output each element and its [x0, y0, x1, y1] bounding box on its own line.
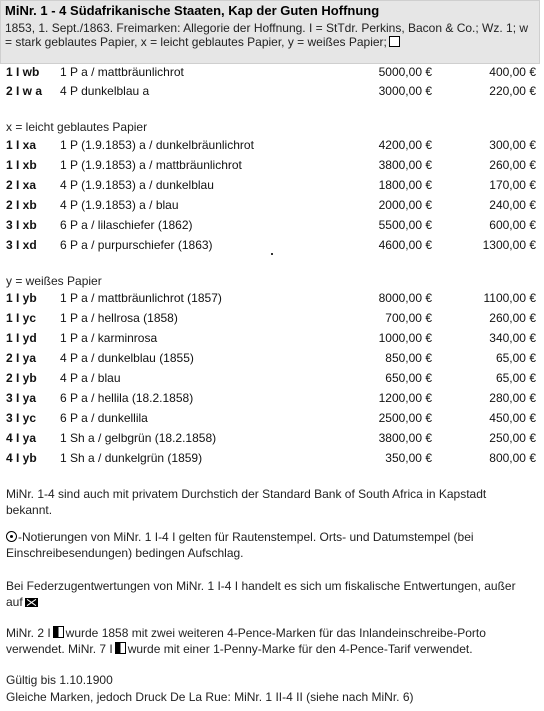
price-used: 800,00 € [489, 451, 536, 465]
price-mint: 5500,00 € [378, 218, 432, 232]
stamp-number: 4 I yb [6, 451, 37, 465]
stamp-number: 1 I yb [6, 291, 37, 305]
table-row [0, 235, 544, 255]
price-mint: 1800,00 € [378, 178, 432, 192]
price-mint: 650,00 € [385, 371, 432, 385]
stamp-description: 1 Sh a / dunkelgrün (1859) [60, 451, 203, 465]
stamp-description: 1 P (1.9.1853) a / mattbräunlichrot [60, 158, 242, 172]
table-row [0, 135, 544, 155]
stamp-description: 4 P a / blau [60, 371, 121, 385]
price-used: 65,00 € [495, 371, 536, 385]
price-mint: 8000,00 € [378, 291, 432, 305]
stamp-number: 2 I yb [6, 371, 37, 385]
price-used: 220,00 € [489, 84, 536, 98]
stamp-number: 2 I ya [6, 351, 37, 365]
note-usage-b: wurde 1858 mit zwei weiteren 4-Pence-Marken für das Inlandeinschreibe-Porto verwendet. MiNr. 7 I [6, 626, 486, 656]
stamp-description: 4 P (1.9.1853) a / blau [60, 198, 179, 212]
stamp-number: 3 I xb [6, 218, 37, 232]
stamp-description: 1 P a / mattbräunlichrot [60, 65, 184, 79]
stamp-number: 1 I xa [6, 138, 37, 152]
note-perforation: MiNr. 1-4 sind auch mit privatem Durchstich der Standard Bank of South Africa in Kapstadt bekannt. [6, 487, 487, 517]
table-row [0, 62, 544, 82]
stamp-description: 6 P a / lilaschiefer (1862) [60, 218, 193, 232]
section-heading-x: x = leicht geblautes Papier [6, 120, 148, 134]
price-used: 240,00 € [489, 198, 536, 212]
note-usage [6, 625, 534, 657]
note-de-la-rue: Gleiche Marken, jedoch Druck De La Rue: MiNr. 1 II-4 II (siehe nach MiNr. 6) [6, 690, 414, 704]
stamp-number: 2 I w a [6, 84, 43, 98]
stamp-description: 6 P a / hellila (18.2.1858) [60, 391, 194, 405]
cover-envelope-icon [25, 598, 38, 607]
note-usage-c: wurde mit einer 1-Penny-Marke für den 4-Pence-Tarif verwendet. [127, 642, 473, 656]
cancellation-icon [6, 531, 17, 542]
price-used: 340,00 € [489, 331, 536, 345]
note-cancellation [6, 529, 534, 561]
table-row [0, 81, 544, 101]
stamp-number: 3 I xd [6, 238, 37, 252]
price-mint: 350,00 € [385, 451, 432, 465]
price-used: 280,00 € [489, 391, 536, 405]
table-row [0, 288, 544, 308]
table-row [0, 215, 544, 235]
table-row [0, 388, 544, 408]
price-mint: 2500,00 € [378, 411, 432, 425]
table-row [0, 448, 544, 468]
price-mint: 5000,00 € [378, 65, 432, 79]
note-pen-cancel [6, 578, 534, 610]
price-used: 260,00 € [489, 158, 536, 172]
stamp-description: 1 P (1.9.1853) a / dunkelbräunlichrot [60, 138, 254, 152]
price-mint: 2000,00 € [378, 198, 432, 212]
table-row [0, 348, 544, 368]
stamp-number: 3 I ya [6, 391, 37, 405]
table-row [0, 175, 544, 195]
price-used: 1100,00 € [483, 291, 536, 305]
price-used: 260,00 € [489, 311, 536, 325]
price-used: 300,00 € [489, 138, 536, 152]
price-mint: 850,00 € [385, 351, 432, 365]
stamp-description: 6 P a / purpurschiefer (1863) [60, 238, 213, 252]
stamp-number: 1 I wb [6, 65, 40, 79]
price-mint: 4200,00 € [378, 138, 432, 152]
stamp-number: 2 I xa [6, 178, 37, 192]
table-row [0, 428, 544, 448]
price-used: 170,00 € [489, 178, 536, 192]
stamp-number: 1 I yc [6, 311, 37, 325]
stamp-description: 4 P (1.9.1853) a / dunkelblau [60, 178, 214, 192]
price-used: 65,00 € [495, 351, 536, 365]
table-row [0, 408, 544, 428]
issue-description [5, 21, 537, 49]
box-icon [389, 36, 400, 47]
note-cancellation-text: -Notierungen von MiNr. 1 I-4 I gelten für Rautenstempel. Orts- und Datumstempel (bei Einschreibesendungen) bedingen Aufschlag. [6, 530, 474, 560]
section-heading-y: y = weißes Papier [6, 274, 102, 288]
price-mint: 3800,00 € [378, 431, 432, 445]
stamp-description: 1 P a / hellrosa (1858) [60, 311, 178, 325]
issue-description-text: 1853, 1. Sept./1863. Freimarken: Allegorie der Hoffnung. I = StTdr. Perkins, Bacon & Co.; Wz. 1; w = stark geblautes Papier, x = leicht geblautes Papier, y = weißes Papier; [5, 21, 529, 49]
catalog-header [0, 0, 540, 64]
price-used: 1300,00 € [482, 238, 536, 252]
stamp-number: 2 I xb [6, 198, 37, 212]
stamp-description: 4 P dunkelblau a [60, 84, 150, 98]
stamp-description: 1 P a / mattbräunlichrot (1857) [60, 291, 222, 305]
stamp-description: 1 Sh a / gelbgrün (18.2.1858) [60, 431, 217, 445]
stamp-description: 6 P a / dunkellila [60, 411, 148, 425]
table-row [0, 155, 544, 175]
price-used: 400,00 € [489, 65, 536, 79]
note-pen-cancel-text: Bei Federzugentwertungen von MiNr. 1 I-4 I handelt es sich um fiskalische Entwertungen, außer auf [6, 579, 516, 609]
price-used: 250,00 € [489, 431, 536, 445]
stamp-number: 1 I xb [6, 158, 37, 172]
pair-icon [53, 626, 64, 638]
price-mint: 3800,00 € [378, 158, 432, 172]
stray-dot [271, 253, 273, 255]
price-mint: 3000,00 € [378, 84, 432, 98]
stamp-number: 4 I ya [6, 431, 37, 445]
stamp-number: 3 I yc [6, 411, 37, 425]
table-row [0, 308, 544, 328]
price-mint: 700,00 € [385, 311, 432, 325]
note-validity: Gültig bis 1.10.1900 [6, 673, 113, 687]
page-title: MiNr. 1 - 4 Südafrikanische Staaten, Kap der Guten Hoffnung [5, 3, 380, 18]
price-used: 450,00 € [489, 411, 536, 425]
table-row [0, 368, 544, 388]
table-row [0, 195, 544, 215]
price-mint: 1000,00 € [378, 331, 432, 345]
price-mint: 4600,00 € [378, 238, 432, 252]
table-row [0, 328, 544, 348]
price-used: 600,00 € [489, 218, 536, 232]
pair-icon [115, 642, 126, 654]
stamp-number: 1 I yd [6, 331, 37, 345]
price-mint: 1200,00 € [378, 391, 432, 405]
note-usage-a: MiNr. 2 I [6, 626, 51, 640]
stamp-description: 1 P a / karminrosa [60, 331, 158, 345]
stamp-description: 4 P a / dunkelblau (1855) [60, 351, 194, 365]
